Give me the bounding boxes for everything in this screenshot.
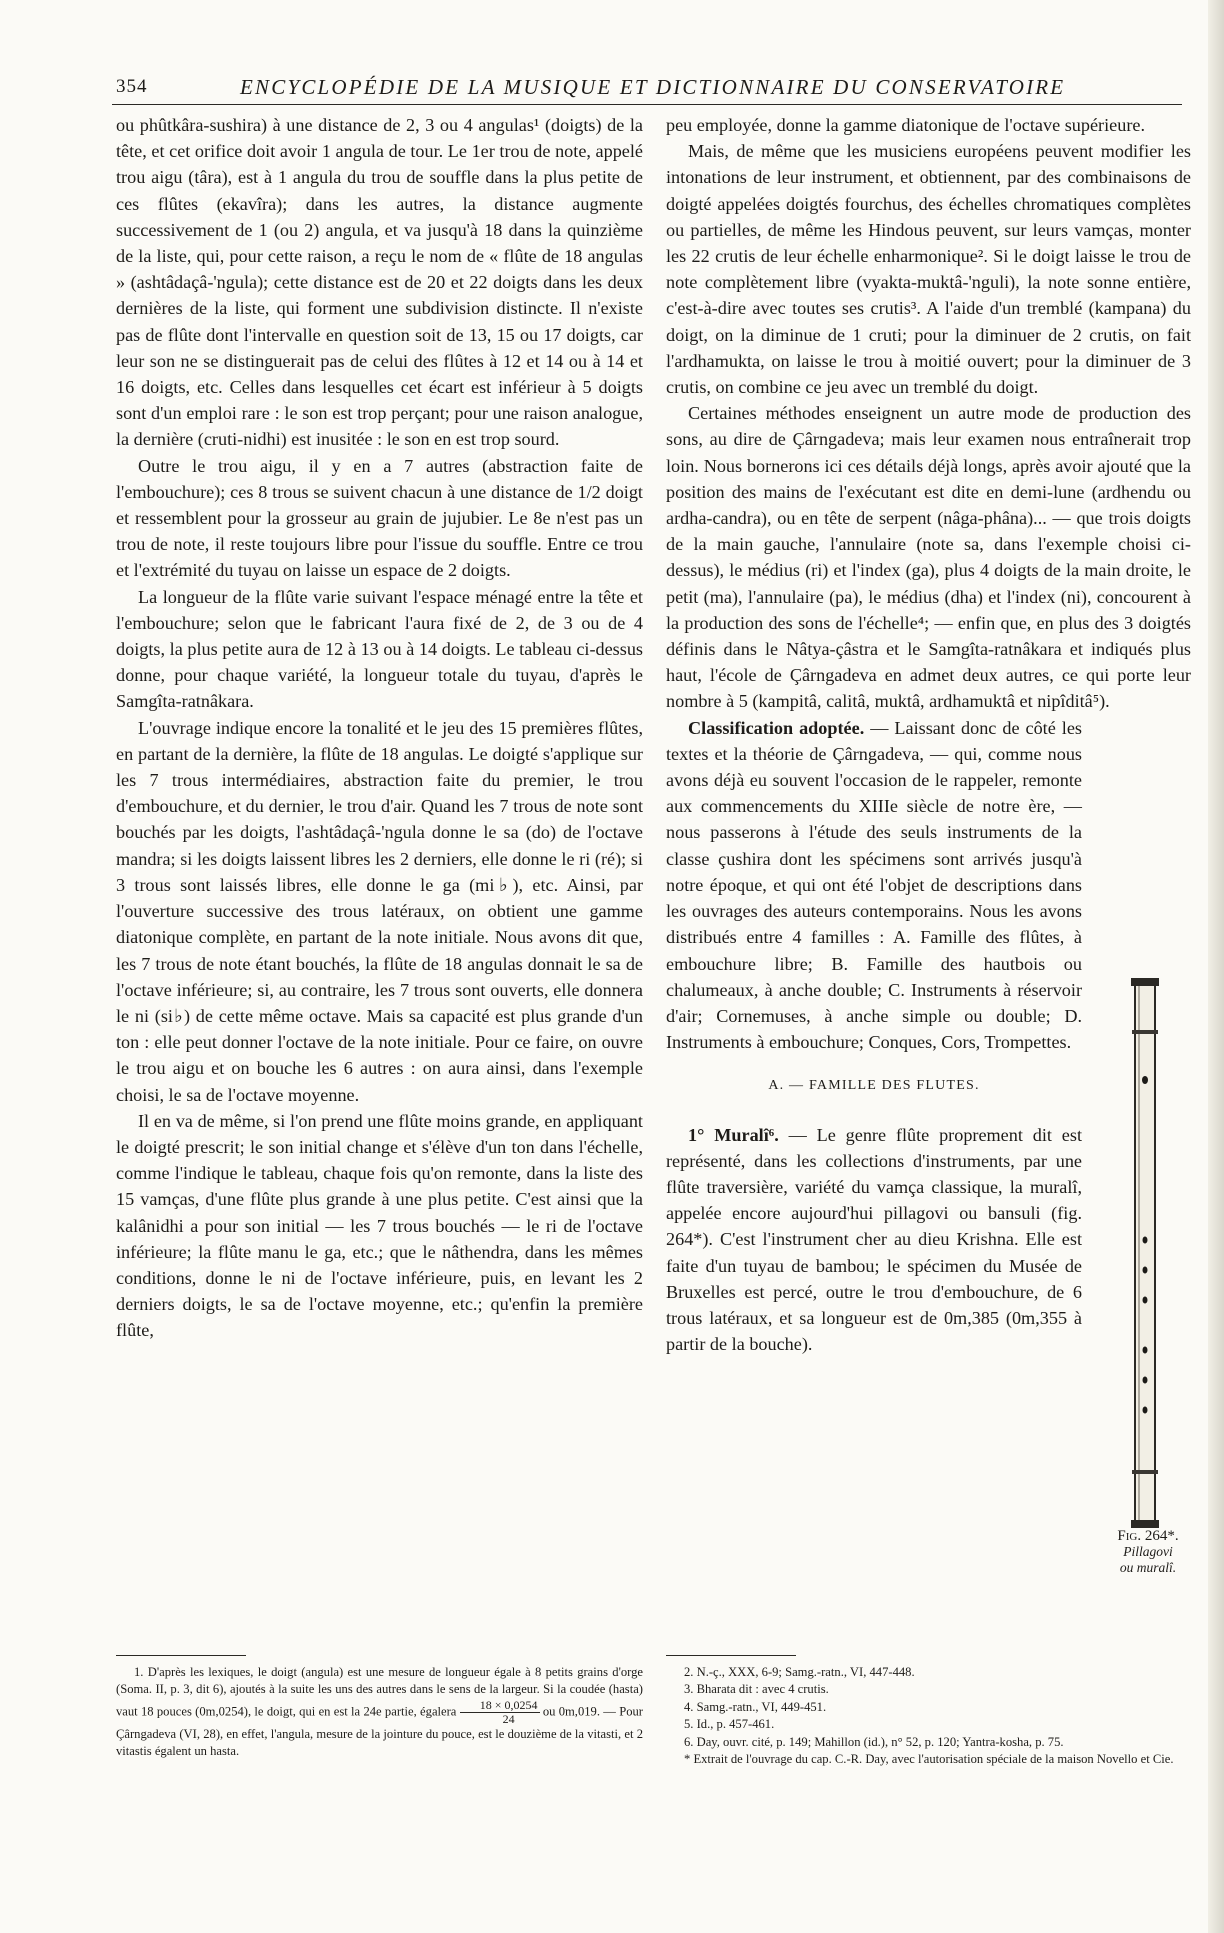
footnotes-right	[666, 1664, 1191, 1768]
footnote-text: 1. D'après les lexiques, le doigt (angula) est une mesure de longueur égale à 8 petits grains d'orge (Soma. II, p. 3, dit 6), ajoutés à la suite les uns des autres dans le sens de la largeur. Si la coudée (hasta) vaut 18 pouces (0m,0254), le doigt, qui en est la 24e partie, égalera	[116, 1665, 643, 1719]
fraction-denominator: 24	[502, 1711, 515, 1726]
footnote-rule	[116, 1655, 246, 1656]
paragraph: ou phûtkâra-sushira) à une distance de 2, 3 ou 4 angulas¹ (doigts) de la tête, et cet orifice doit avoir 1 angula de tour. Le 1er trou de note, appelé trou aigu (târa), est à 1 angula du trou de souffle dans la plus petite de ces flûtes (ekavîra); dans les autres, la distance augmente successivement de 1 (ou 2) angula, et va jusqu'à 18 dans la quinzième de la liste, qui, pour cette raison, a reçu le nom de « flûte de 18 angulas » (ashtâdaçâ-'ngula); cette distance est de 20 et 22 doigts dans les deux dernières de la liste, qui forment une subdivision distincte. Il n'existe pas de flûte dont l'intervalle en question soit de 13, 15 ou 17 doigts, car leur son ne se distinguerait pas de celui des flûtes à 12 et 14 ou à 14 et 16 doigts, etc. Celles dans lesquelles cet écart est inférieur à 5 doigts sont d'un emploi rare : le son est trop perçant; pour une raison analogue, la dernière (cruti-nidhi) est inusitée : le son en est trop sourd.	[116, 115, 643, 450]
classification-paragraph	[666, 715, 1082, 1056]
figure-caption-line: Pillagovi	[1123, 1544, 1173, 1559]
finger-hole	[1143, 1347, 1148, 1354]
running-head	[112, 72, 1182, 105]
flute-cap-top	[1131, 978, 1159, 986]
flute-band	[1132, 1030, 1158, 1034]
paragraph: Mais, de même que les musiciens européens peuvent modifier les intonations de leur instrument, et obtiennent, par des combinaisons de doigté appelées doigtés fourchus, des échelles chromatiques complètes ou partielles, de même les Hindous peuvent, sur leurs vamças, monter les 22 crutis de leur échelle enharmonique². Si le doigt laisse le trou de note complètement libre (vyakta-muktâ-'nguli), la note sonne entière, c'est-à-dire avec toutes ses crutis³. A l'aide d'un tremblé (kampana) du doigt, on la diminue de 1 cruti; pour la diminuer de 2 crutis, on fait l'ardhamukta, on laisse le trou à moitié ouvert; pour la diminuer de 3 crutis, on combine ce jeu avec un tremblé du doigt.	[666, 141, 1191, 398]
flute-cap-bottom	[1131, 1520, 1159, 1528]
fraction-numerator: 18 × 0,0254	[460, 1699, 540, 1713]
footnote	[116, 1664, 643, 1761]
figure-caption-line: ou muralî.	[1119, 1560, 1177, 1575]
footnote: * Extrait de l'ouvrage du cap. C.-R. Day, avec l'autorisation spéciale de la maison Novello et Cie.	[684, 1752, 1174, 1767]
finger-hole	[1143, 1297, 1148, 1304]
fraction	[460, 1699, 540, 1726]
left-column	[116, 112, 643, 1344]
embouchure-hole	[1142, 1076, 1148, 1084]
paragraph: Certaines méthodes enseignent un autre mode de production des sons, au dire de Çârngadeva; mais leur examen nous entraînerait trop loin. Nous bornerons ici ces détails déjà longs, après avoir ajouté que la position des mains de l'exécutant est dite en demi-lune (ardhendu ou ardha-candra), ou en tête de serpent (nâga-phâna)... — que trois doigts de la main gauche, l'annulaire (note sa, dans l'exemple choisi ci-dessus), le médius (ri) et l'index (ga), plus 4 doigts de la main droite, le petit (ma), l'annulaire (pa), le médius (dha) et l'index (ni), concourent à la production des sons de l'échelle⁴; — enfin que, en plus des 3 doigtés définis dans le Nâtya-çâstra et le Samgîta-ratnâkara et indiqués plus haut, l'école de Çârngadeva en admet deux autres, ce qui porte leur nombre à 5 (kampitâ, calitâ, muktâ, ardhamuktâ et nipîditâ⁵).	[666, 403, 1191, 712]
flute-body	[1135, 980, 1155, 1525]
classification-text: — Laissant donc de côté les textes et la théorie de Çârngadeva, — qui, comme nous avons déjà eu souvent l'occasion de le rappeler, remonte aux commencements du XIIIe siècle de notre ère, — nous passerons à l'étude des seuls instruments de la classe çushira dont les spécimens sont arrivés jusqu'à notre époque, et qui ont été l'objet de descriptions dans les ouvrages des auteurs contemporains. Nous les avons distribués entre 4 familles : A. Famille des flûtes, à embouchure libre; B. Famille des hautbois ou chalumeaux, à anche double; C. Instruments à réservoir d'air; Cornemuses, à anche simple ou double; D. Instruments à embouchure; Conques, Cors, Trompettes.	[666, 717, 1082, 1053]
page-number: 354	[116, 76, 148, 97]
paragraph: La longueur de la flûte varie suivant l'espace ménagé entre la tête et l'embouchure; selon que le fabricant l'aura fixé de 2, de 3 ou de 4 doigts, la plus petite aura de 12 à 13 ou à 14 doigts. Le tableau ci-dessus donne, pour chaque variété, la longueur totale du tuyau, d'après le Samgîta-ratnâkara.	[116, 586, 643, 712]
footnote: 5. Id., p. 457-461.	[684, 1717, 775, 1732]
murali-paragraph	[666, 1122, 1082, 1358]
paragraph: Outre le trou aigu, il y en a 7 autres (abstraction faite de l'embouchure); ces 8 trous se suivent chacun à une distance de 1/2 doigt et ressemblent pour la grosseur au grain de jujubier. Le 8e n'est pas un trou de note, il reste toujours libre pour l'issue du souffle. Entre ce trou et l'extrémité du tuyau on laisse un espace de 2 doigts.	[116, 455, 643, 581]
figure-caption	[1098, 1528, 1198, 1576]
running-title: ENCYCLOPÉDIE DE LA MUSIQUE ET DICTIONNAIRE DU CONSERVATOIRE	[240, 75, 1066, 99]
page-edge	[1208, 0, 1224, 1933]
finger-hole	[1143, 1407, 1148, 1414]
section-heading: A. — FAMILLE DES FLUTES.	[768, 1078, 980, 1094]
flute-illustration	[1101, 970, 1191, 1570]
paragraph: Il en va de même, si l'on prend une flûte moins grande, en appliquant le doigté prescrit; le son initial change et s'élève d'un ton dans l'échelle, comme l'indique le tableau, chaque fois qu'on remonte, dans la liste des 15 vamças, d'une flûte plus grande à une plus petite. C'est ainsi que la kalânidhi a pour son initial — les 7 trous bouchés — le ri de l'octave inférieure; la flûte manu le ga, etc.; que le nâthendra, dans les mêmes conditions, donne le ni de l'octave inférieure, puis, en levant les 2 derniers doigts, le sa de l'octave moyenne, etc.; qu'enfin la première flûte,	[116, 1110, 643, 1341]
footnotes-left	[116, 1664, 643, 1761]
murali-lead: 1° Muralî⁶.	[688, 1124, 779, 1145]
footnote: 2. N.-ç., XXX, 6-9; Samg.-ratn., VI, 447-448.	[684, 1665, 915, 1679]
footnote: 4. Samg.-ratn., VI, 449-451.	[684, 1699, 827, 1714]
footnote: 3. Bharata dit : avec 4 crutis.	[684, 1682, 829, 1697]
finger-hole	[1143, 1237, 1148, 1244]
paragraph: peu employée, donne la gamme diatonique de l'octave supérieure.	[666, 115, 1146, 135]
finger-hole	[1143, 1267, 1148, 1274]
classification-lead: Classification adoptée.	[688, 717, 865, 738]
footnote-rule	[666, 1655, 796, 1656]
flute-band	[1132, 1470, 1158, 1474]
finger-hole	[1143, 1377, 1148, 1384]
footnote: 6. Day, ouvr. cité, p. 149; Mahillon (id.), n° 52, p. 120; Yantra-kosha, p. 75.	[684, 1734, 1064, 1749]
footnote-text: ou 0m,019. — Pour Çârngadeva (VI, 28), en effet, l'angula, mesure de la jointure du pouce, est le douzième de la vitasti, et 2 vitastis égalent un hasta.	[116, 1704, 643, 1759]
murali-text: — Le genre flûte proprement dit est représenté, dans les collections d'instruments, par une flûte traversière, variété du vamça classique, la muralî, appelée encore aujourd'hui pillagovi ou bansuli (fig. 264*). C'est l'instrument cher au dieu Krishna. Elle est faite d'un tuyau de bambou; le spécimen du Musée de Bruxelles est percé, outre le trou d'embouchure, de 6 trous latéraux, et sa longueur est de 0m,385 (0m,355 à partir de la bouche).	[666, 1124, 1082, 1355]
paragraph: L'ouvrage indique encore la tonalité et le jeu des 15 premières flûtes, en partant de la dernière, la flûte de 18 angulas. Le doigté s'applique sur les 7 trous intermédiaires, abstraction faite du premier, le trou d'embouchure, et du dernier, le trou d'air. Quand les 7 trous de note sont bouchés par les doigts, l'ashtâdaçâ-'ngula donne le sa (do) de l'octave mandra; si les doigts laissent libres les 2 derniers, elle donne le ri (ré); si 3 trous sont laissés libres, elle donne le ga (mi♭), etc. Ainsi, par l'ouverture successive des trous latéraux, on obtient une gamme diatonique complète, en partant de la note initiale. Nous avons dit que, les 7 trous de note étant bouchés, la flûte de 18 angulas donnait le sa de l'octave inférieure; si, au contraire, les 7 trous sont ouverts, elle donnera le ni (si♭) de cette même octave. Mais sa capacité est plus grande d'un ton : elle peut donner l'octave de la note initiale. Pour ce faire, on ouvre le trou aigu et on bouche les 6 autres : on aura ainsi, dans l'exemple choisi, le sa de l'octave moyenne.	[116, 717, 643, 1105]
figure-label: Fig. 264*.	[1117, 1528, 1179, 1544]
